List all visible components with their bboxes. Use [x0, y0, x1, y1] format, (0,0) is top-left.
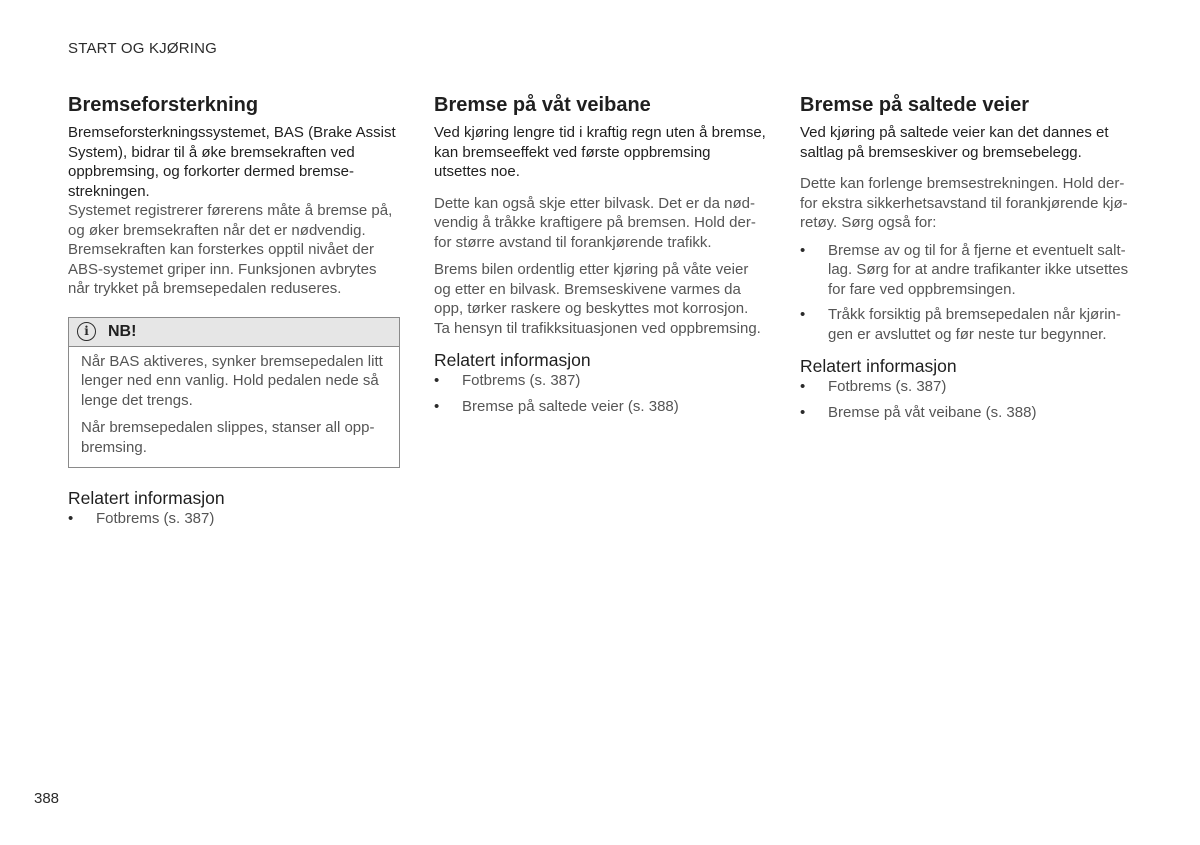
page-number: 388: [34, 790, 60, 807]
body-paragraph: Brems bilen ordentlig etter kjøring på våte veier og etter en bilvask. Bremseskivene varmes da opp, tørker raskere og beskyttes mot korrosjon. Ta hensyn til trafikksituasjonen ved oppbremsing.: [434, 261, 761, 337]
section-title: Bremseforsterkning: [68, 94, 259, 116]
lead-paragraph: Ved kjøring på saltede veier kan det dannes et saltlag på bremseskiver og bremsebelegg.: [800, 124, 1109, 161]
bullet-list: [800, 241, 1136, 345]
related-link[interactable]: • Fotbrems (s. 387): [800, 377, 1136, 397]
related-title: Relatert informasjon: [68, 488, 225, 508]
related-list: [434, 371, 766, 416]
note-box: [68, 317, 400, 469]
column-salted-road: [800, 93, 1136, 428]
related-link[interactable]: • Fotbrems (s. 387): [434, 371, 766, 391]
related-list: [800, 377, 1136, 422]
related-info: [800, 356, 1136, 422]
info-icon: i: [77, 322, 96, 341]
section-title: Bremse på våt veibane: [434, 94, 651, 116]
related-link[interactable]: • Bremse på saltede veier (s. 388): [434, 397, 766, 417]
bullet-item: • Tråkk forsiktig på bremsepedalen når kjøringen er avsluttet og før neste tur begynner.: [800, 305, 1136, 344]
lead-paragraph: Ved kjøring lengre tid i kraftig regn uten å bremse, kan bremseeffekt ved første oppbremsing utsettes noe.: [434, 124, 766, 180]
bullet-item: • Bremse av og til for å fjerne et eventuelt saltlag. Sørg for at andre trafikanter ikke utsettes for fare ved oppbremsingen.: [800, 241, 1136, 300]
body-paragraph: Dette kan forlenge bremsestrekningen. Hold derfor ekstra sikkerhetsavstand til forankjørende kjøretøy. Sørg også for:: [800, 175, 1128, 231]
section-title: Bremse på saltede veier: [800, 94, 1030, 116]
column-wet-road: [434, 93, 766, 422]
note-title: NB!: [108, 322, 137, 340]
note-paragraph: Når bremsepedalen slippes, stanser all oppbremsing.: [81, 419, 375, 456]
related-title: Relatert informasjon: [434, 350, 591, 370]
related-list: [68, 509, 400, 529]
section-header: START OG KJØRING: [68, 40, 218, 57]
related-link[interactable]: • Fotbrems (s. 387): [68, 509, 400, 529]
note-body: [69, 347, 399, 468]
related-info: [68, 488, 400, 529]
column-brake-assist: [68, 93, 400, 535]
related-info: [434, 350, 766, 416]
note-paragraph: Når BAS aktiveres, synker bremsepedalen litt lenger ned enn vanlig. Hold pedalen nede så lenge det trengs.: [81, 352, 383, 409]
body-paragraph: Systemet registrerer førerens måte å bremse på, og øker bremsekraften når det er nødvendig. Bremsekraften kan forsterkes opptil nivået der ABS-systemet griper inn. Funksjonen avbrytes når trykket på bremsepedalen reduseres.: [68, 202, 393, 297]
related-title: Relatert informasjon: [800, 356, 957, 376]
lead-paragraph: Bremseforsterkningssystemet, BAS (Brake Assist System), bidrar til å øke bremsekraften ved oppbremsing, og forkorter dermed bremsestrekningen.: [68, 124, 396, 200]
note-header: [69, 318, 399, 347]
related-link[interactable]: • Bremse på våt veibane (s. 388): [800, 403, 1136, 423]
body-paragraph: Dette kan også skje etter bilvask. Det er da nødvendig å tråkke kraftigere på bremsen. Hold derfor større avstand til forankjørende trafikk.: [434, 194, 756, 251]
